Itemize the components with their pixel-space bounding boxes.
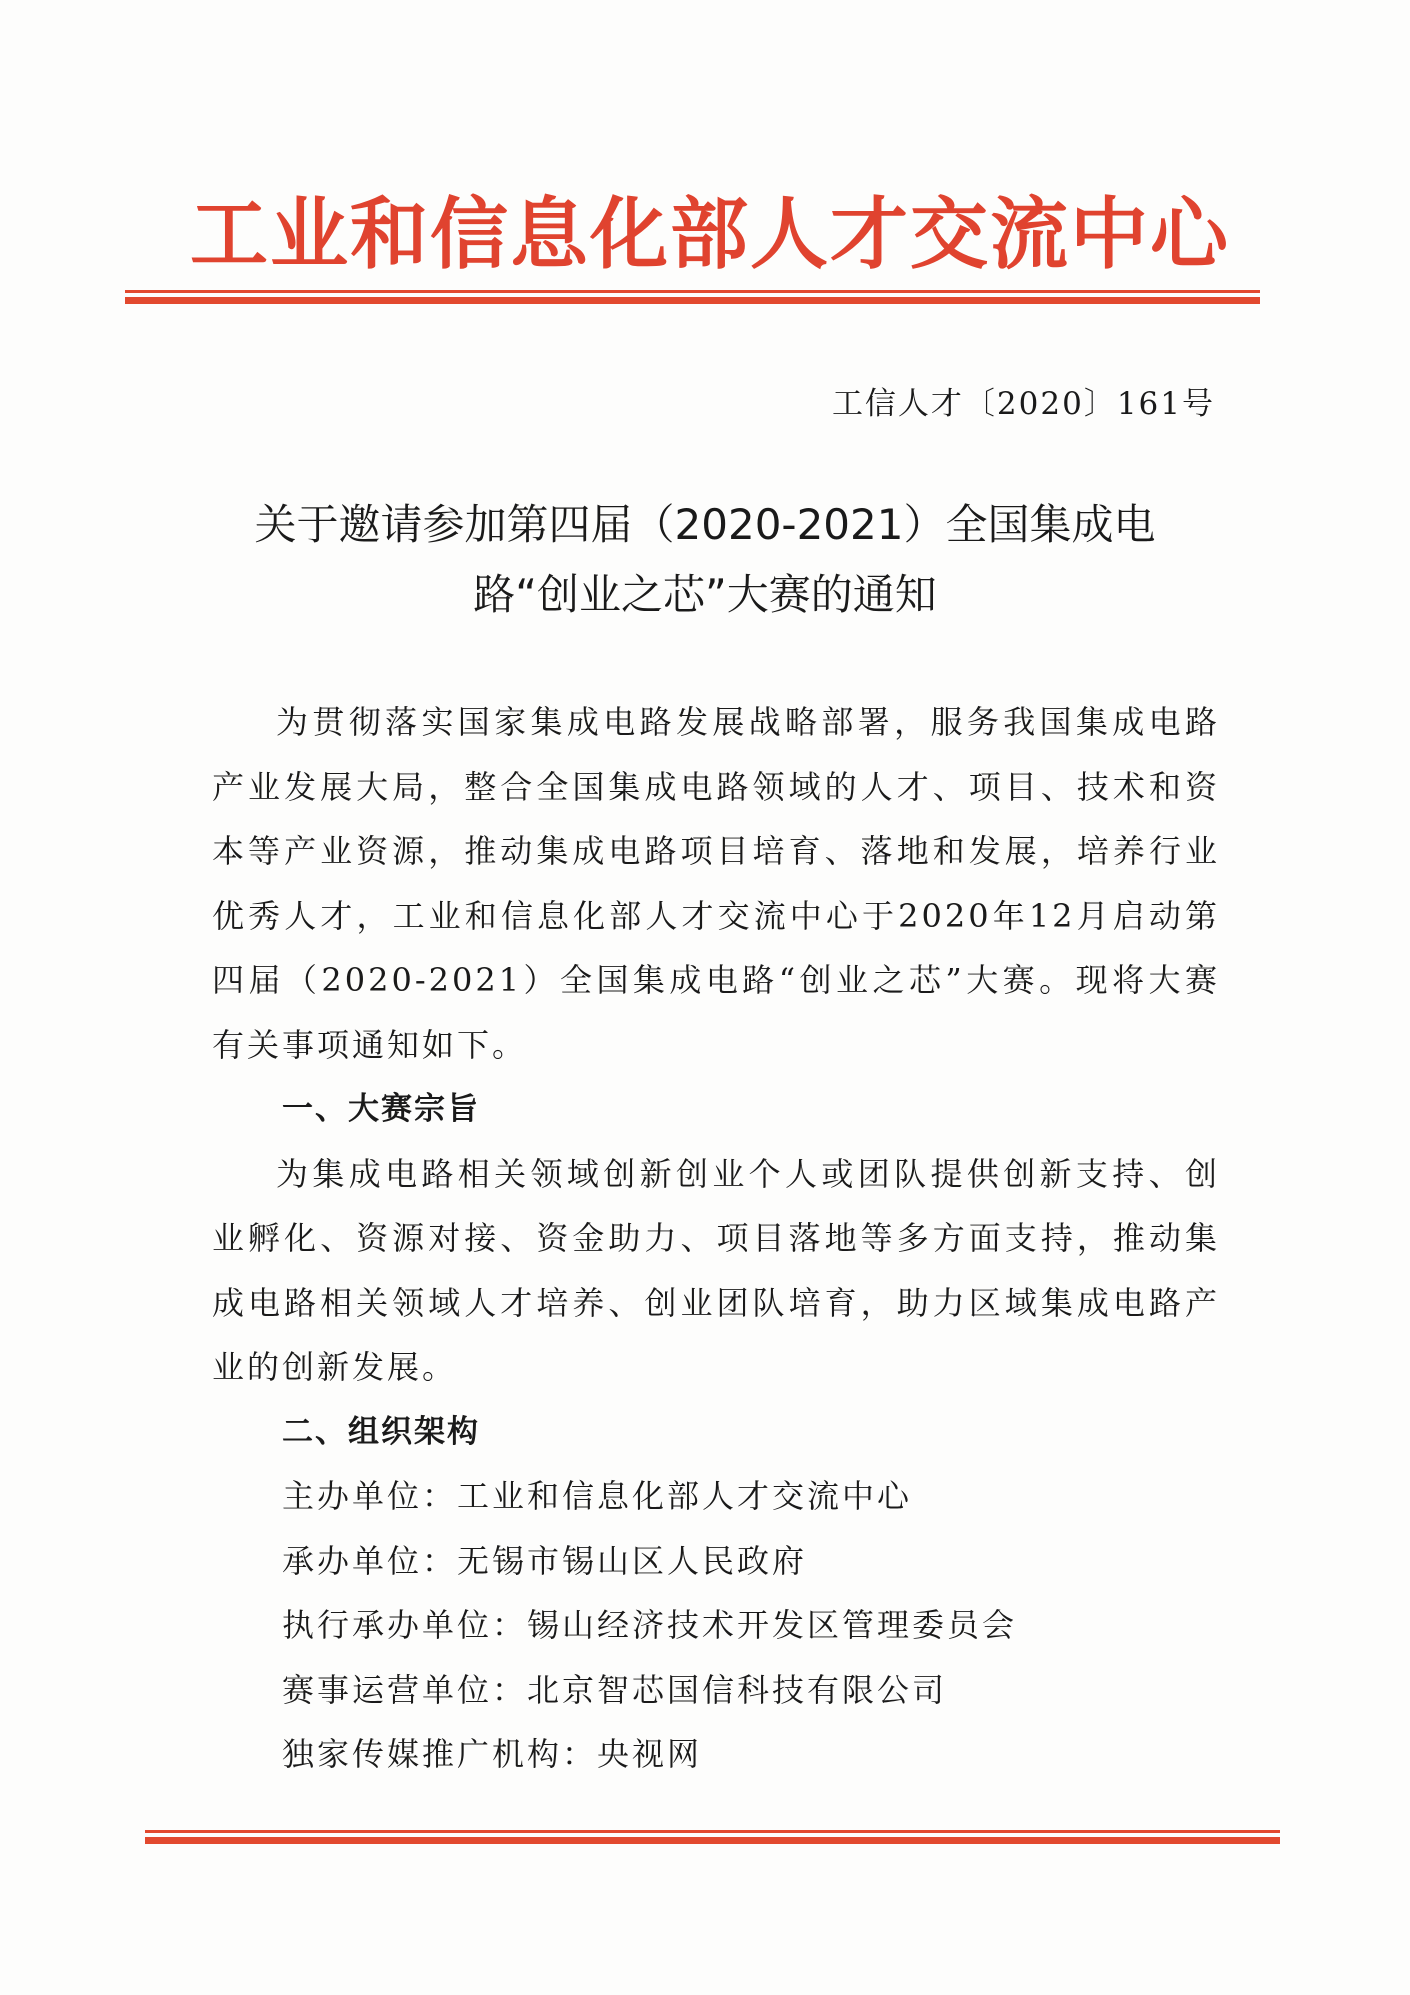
notice-title-line-1: 关于邀请参加第四届（2020-2021）全国集成电: [254, 500, 1156, 549]
rule-thick-line: [145, 1837, 1280, 1844]
document-body: [212, 690, 1220, 1787]
section-heading-organization: 二、组织架构: [282, 1413, 480, 1450]
operator-line: 赛事运营单位：北京智芯国信科技有限公司: [282, 1670, 948, 1709]
rule-thin-line: [145, 1830, 1280, 1833]
intro-paragraph: 为贯彻落实国家集成电路发展战略部署，服务我国集成电路产业发展大局，整合全国集成电路领域的人才、项目、技术和资本等产业资源，推动集成电路项目培育、落地和发展，培养行业优秀人才，工业和信息化部人才交流中心于2020年12月启动第四届（2020-2021）全国集成电路“创业之芯”大赛。现将大赛有关事项通知如下。: [212, 703, 1220, 1064]
rule-thick-line: [125, 297, 1260, 304]
section-heading-purpose: 一、大赛宗旨: [282, 1091, 480, 1127]
executive-organizer-line: 执行承办单位：锡山经济技术开发区管理委员会: [282, 1606, 1018, 1644]
co-organizer-line: 承办单位：无锡市锡山区人民政府: [282, 1541, 808, 1580]
letterhead-red-rule: [125, 290, 1260, 306]
document-number: 工信人才〔2020〕161号: [831, 386, 1215, 422]
notice-title: [190, 490, 1220, 630]
footer-red-rule: [145, 1830, 1280, 1846]
organizer-line: 主办单位：工业和信息化部人才交流中心: [282, 1477, 913, 1515]
media-partner-line: 独家传媒推广机构：央视网: [282, 1735, 703, 1773]
notice-title-line-2: 路“创业之芯”大赛的通知: [473, 570, 937, 619]
letterhead-title: 工业和信息化部人才交流中心: [190, 189, 1231, 280]
section-paragraph-purpose: 为集成电路相关领域创新创业个人或团队提供创新支持、创业孵化、资源对接、资金助力、项目落地等多方面支持，推动集成电路相关领域人才培养、创业团队培育，助力区域集成电路产业的创新发展。: [212, 1154, 1220, 1386]
rule-thin-line: [125, 290, 1260, 293]
